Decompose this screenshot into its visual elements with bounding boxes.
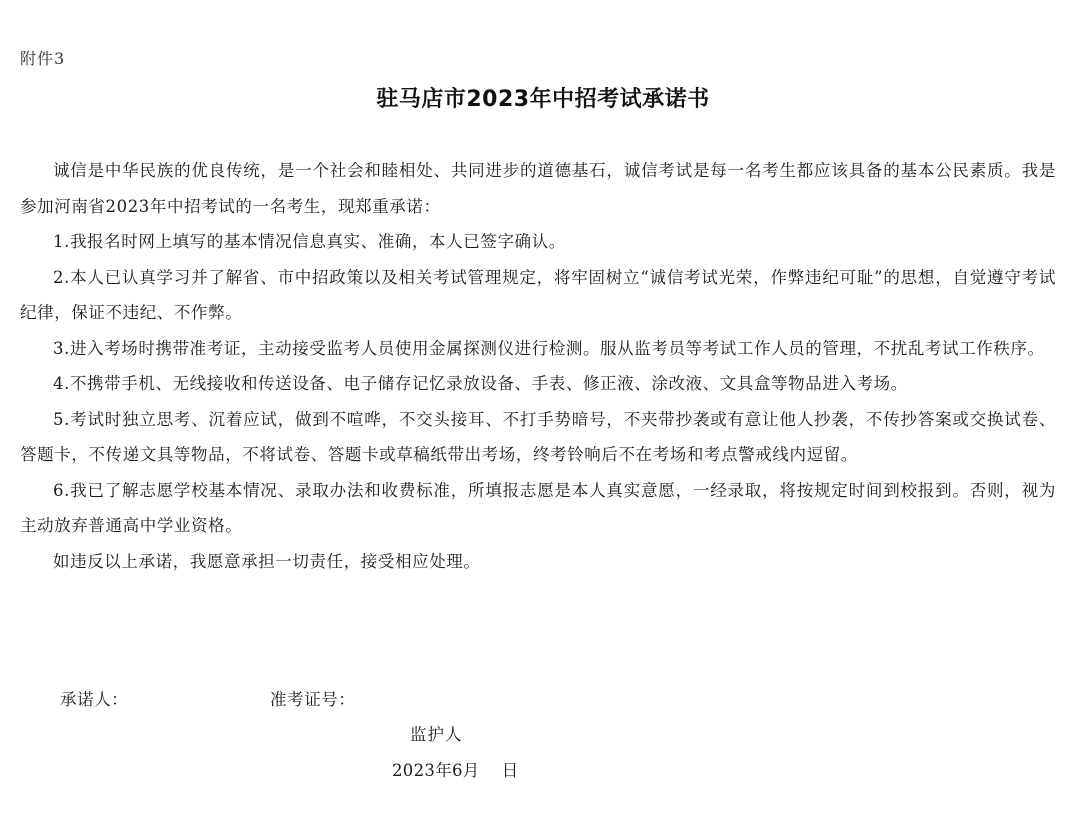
pledge-item-2: 2.本人已认真学习并了解省、市中招政策以及相关考试管理规定，将牢固树立“诚信考试光荣，作弊违纪可耻”的思想，自觉遵守考试纪律，保证不违纪、不作弊。 bbox=[20, 267, 1056, 322]
signature-row bbox=[60, 686, 356, 710]
closing-paragraph: 如违反以上承诺，我愿意承担一切责任，接受相应处理。 bbox=[53, 551, 481, 571]
pledge-item-6: 6.我已了解志愿学校基本情况、录取办法和收费标准，所填报志愿是本人真实意愿，一经录取，将按规定时间到校报到。否则，视为主动放弃普通高中学业资格。 bbox=[20, 480, 1056, 535]
attachment-label: 附件3 bbox=[20, 49, 66, 68]
intro-paragraph: 诚信是中华民族的优良传统，是一个社会和睦相处、共同进步的道德基石，诚信考试是每一名考生都应该具备的基本公民素质。我是参加河南省2023年中招考试的一名考生，现郑重承诺： bbox=[20, 161, 1056, 216]
pledge-item-5: 5.考试时独立思考、沉着应试，做到不喧哗，不交头接耳、不打手势暗号，不夹带抄袭或有意让他人抄袭，不传抄答案或交换试卷、答题卡，不传递文具等物品，不将试卷、答题卡或草稿纸带出考场，终考铃响后不在考场和考点警戒线内逗留。 bbox=[20, 409, 1056, 464]
signing-date: 2023年6月 日 bbox=[392, 761, 519, 780]
guardian-label: 监护人 bbox=[410, 725, 463, 744]
promisor-label: 承诺人： bbox=[60, 690, 129, 709]
document-title: 驻马店市2023年中招考试承诺书 bbox=[376, 87, 710, 112]
pledge-item-4: 4.不携带手机、无线接收和传送设备、电子储存记忆录放设备、手表、修正液、涂改液、文具盒等物品进入考场。 bbox=[53, 374, 908, 393]
document-body bbox=[20, 153, 1056, 579]
ticket-number-label: 准考证号： bbox=[270, 690, 356, 709]
pledge-item-3: 3.进入考场时携带准考证，主动接受监考人员使用金属探测仪进行检测。服从监考员等考试工作人员的管理，不扰乱考试工作秩序。 bbox=[53, 338, 1045, 358]
pledge-item-1: 1.我报名时网上填写的基本情况信息真实、准确，本人已签字确认。 bbox=[53, 232, 566, 251]
